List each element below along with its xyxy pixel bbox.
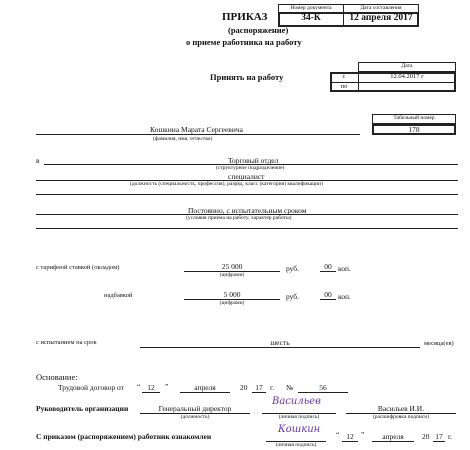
contract-day: 12 xyxy=(147,383,155,392)
basis-label: Основание: xyxy=(36,372,78,382)
head-position: Генеральный директор xyxy=(158,404,232,413)
position-value: специалист xyxy=(228,172,265,181)
tab-number: 178 xyxy=(408,125,420,134)
probation-value: шесть xyxy=(270,338,290,347)
conditions-caption: (условия приема на работу, характер работы) xyxy=(186,215,292,221)
bonus-label: надбавкой xyxy=(104,292,133,299)
doc-number-label: Номер документа xyxy=(290,5,332,11)
contract-year: 17 xyxy=(255,383,263,392)
bonus-rub: руб. xyxy=(286,292,299,301)
head-name: Васильев И.И. xyxy=(377,404,425,413)
rate-kop-value: 00 xyxy=(324,262,332,271)
department-prefix: в xyxy=(36,156,40,165)
doc-date-label: Дата составления xyxy=(360,5,402,11)
bonus-caption: (цифрами) xyxy=(219,300,245,306)
contract-label: Трудовой договор от xyxy=(58,383,124,392)
rate-kop: коп. xyxy=(338,264,351,273)
employee-name: Кошкина Марата Сергеевича xyxy=(150,125,243,134)
hire-from-value: 12.04.2017 г xyxy=(390,73,424,80)
ack-month: апреля xyxy=(382,432,404,441)
order-subtitle: (распоряжение) xyxy=(228,25,289,35)
hire-to-label: по xyxy=(340,83,348,90)
conditions-value: Постоянно, с испытательным сроком xyxy=(188,206,307,215)
contract-number: 56 xyxy=(319,383,327,392)
position-caption: (должность (специальность, профессия), разряд, класс (категория) квалификации) xyxy=(130,181,323,187)
probation-label: с испытанием на срок xyxy=(36,339,97,346)
probation-unit: месяца(ев) xyxy=(424,340,454,347)
ack-day: 12 xyxy=(346,432,354,441)
head-position-caption: (должность) xyxy=(180,414,210,420)
bonus-kop: коп. xyxy=(338,292,351,301)
department-name: Торговый отдел xyxy=(228,156,279,165)
order-title: ПРИКАЗ xyxy=(222,11,268,23)
doc-number: 34-К xyxy=(301,13,321,23)
rate-caption: (цифрами) xyxy=(219,272,245,278)
bonus-kop-value: 00 xyxy=(324,290,332,299)
rate-rub: руб. xyxy=(286,264,299,273)
employee-name-caption: (фамилия, имя, отчество) xyxy=(153,136,213,142)
bonus-value: 5 000 xyxy=(223,290,241,299)
contract-number-label: № xyxy=(286,383,294,392)
ack-year: 17 xyxy=(435,432,443,441)
order-subject: о приеме работника на работу xyxy=(186,37,302,47)
hire-date-header: Дата xyxy=(401,63,413,69)
head-signature: Васильев xyxy=(272,396,321,407)
rate-label: с тарифной ставкой (окладом) xyxy=(36,264,120,271)
tab-number-label: Табельный номер xyxy=(393,115,435,121)
head-name-caption: (расшифровка подписи) xyxy=(372,414,430,420)
contract-month: апреля xyxy=(194,383,216,392)
ack-sign-caption: (личная подпись) xyxy=(275,442,317,448)
rate-value: 25 000 xyxy=(221,262,243,271)
ack-signature: Кошкин xyxy=(278,424,321,435)
hire-label: Принять на работу xyxy=(210,72,284,82)
ack-label: С приказом (распоряжением) работник ознакомлен xyxy=(36,432,212,441)
doc-date: 12 апреля 2017 xyxy=(349,13,413,23)
head-sign-caption: (личная подпись) xyxy=(278,414,320,420)
head-label: Руководитель организации xyxy=(36,404,129,413)
department-caption: (структурное подразделение) xyxy=(216,165,285,171)
hire-from-label: с xyxy=(342,73,346,80)
